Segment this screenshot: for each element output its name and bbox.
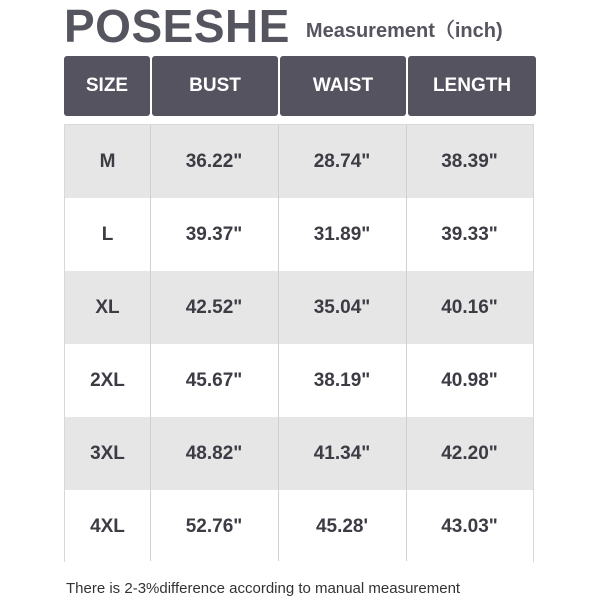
cell-bust: 39.37" [185, 223, 243, 245]
cell-bust: 36.22" [185, 150, 243, 172]
header-size: SIZE [64, 56, 150, 116]
table-row [65, 344, 533, 417]
cell-size: XL [95, 296, 120, 318]
cell-size: 3XL [90, 442, 125, 464]
header-length: LENGTH [408, 56, 536, 116]
table-row [65, 271, 533, 344]
table-row [65, 198, 533, 271]
cell-bust: 45.67" [185, 369, 243, 391]
cell-waist: 45.28' [315, 515, 369, 537]
measurement-note: There is 2-3%difference according to manual measurement [66, 580, 461, 597]
cell-size: L [101, 223, 114, 245]
cell-waist: 35.04" [313, 296, 371, 318]
column-divider [278, 125, 279, 561]
measurement-subtitle: Measurement（inch) [305, 20, 503, 42]
cell-length: 40.16" [441, 296, 498, 318]
column-divider [406, 125, 407, 561]
header-waist: WAIST [280, 56, 406, 116]
column-divider [150, 125, 151, 561]
cell-size: 2XL [90, 369, 125, 391]
title-row [64, 0, 503, 52]
cell-waist: 28.74" [313, 150, 371, 172]
table-row [65, 490, 533, 563]
cell-bust: 52.76" [185, 515, 243, 537]
cell-waist: 31.89" [313, 223, 371, 245]
header-bust: BUST [152, 56, 278, 116]
cell-size: M [99, 150, 116, 172]
cell-length: 42.20" [441, 442, 498, 464]
cell-waist: 41.34" [313, 442, 371, 464]
cell-bust: 42.52" [185, 296, 243, 318]
cell-waist: 38.19" [313, 369, 371, 391]
size-table [64, 124, 534, 562]
cell-length: 43.03" [441, 515, 498, 537]
cell-length: 38.39" [441, 150, 498, 172]
table-header [64, 56, 536, 116]
cell-bust: 48.82" [185, 442, 243, 464]
cell-size: 4XL [90, 515, 125, 537]
cell-length: 40.98" [441, 369, 498, 391]
cell-length: 39.33" [441, 223, 498, 245]
brand-title: POSESHE [64, 0, 290, 52]
table-row [65, 417, 533, 490]
table-row [65, 125, 533, 198]
